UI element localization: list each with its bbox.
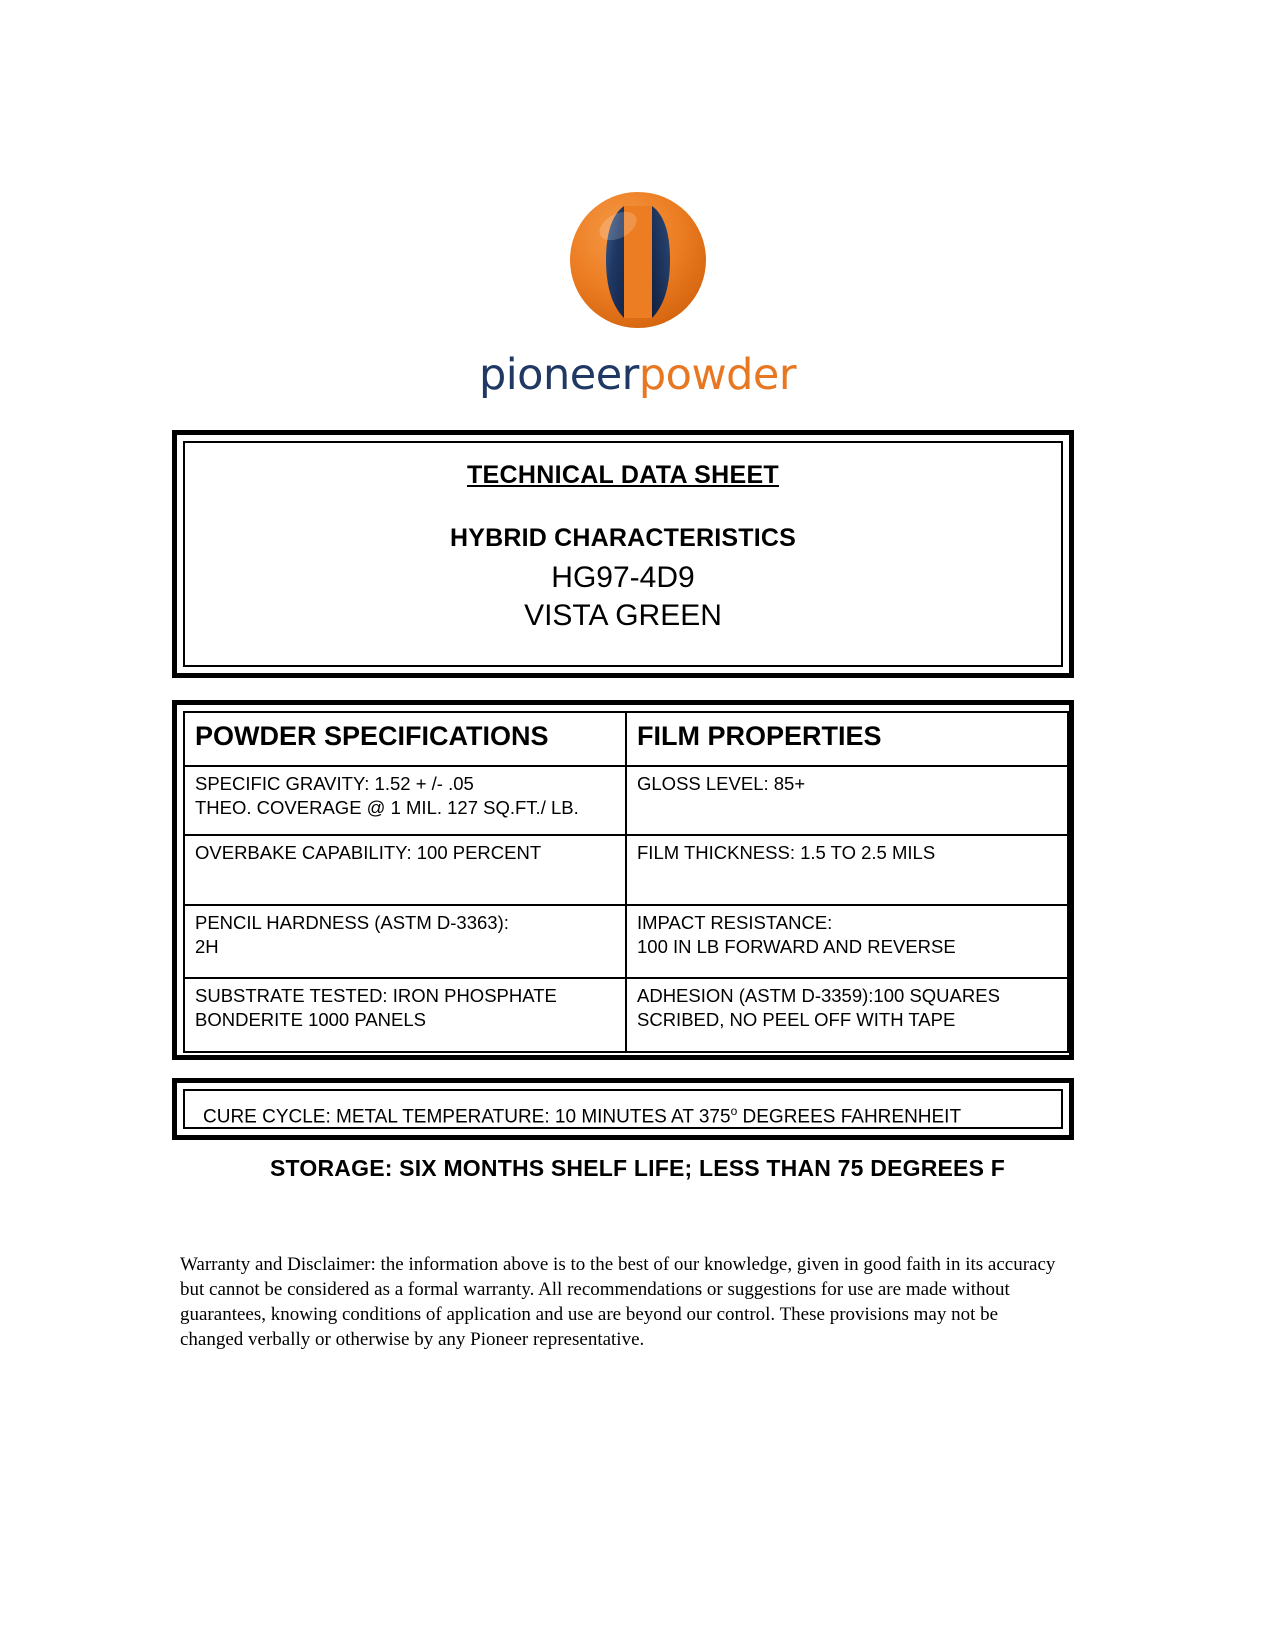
logo-word-primary: pioneer <box>478 350 639 400</box>
cure-cycle-text <box>203 1104 961 1128</box>
degree-symbol: o <box>730 1104 738 1118</box>
pioneer-logo-icon <box>562 190 714 342</box>
column-header-powder-specifications: POWDER SPECIFICATIONS <box>184 712 626 766</box>
logo-word-secondary: powder <box>638 350 797 400</box>
product-code: HG97-4D9 <box>551 561 695 594</box>
column-header-film-properties: FILM PROPERTIES <box>626 712 1068 766</box>
cell-impact-resistance: IMPACT RESISTANCE: 100 IN LB FORWARD AND REVERSE <box>626 905 1068 979</box>
cell-specific-gravity: SPECIFIC GRAVITY: 1.52 + /- .05 THEO. COVERAGE @ 1 MIL. 127 SQ.FT./ LB. <box>184 766 626 835</box>
cure-cycle-suffix: DEGREES FAHRENHEIT <box>737 1106 962 1128</box>
table-row <box>184 905 1068 979</box>
table-row <box>184 766 1068 835</box>
title-box <box>172 430 1074 678</box>
storage-statement: STORAGE: SIX MONTHS SHELF LIFE; LESS THAN 75 DEGREES F <box>270 1155 1005 1181</box>
cell-substrate-tested: SUBSTRATE TESTED: IRON PHOSPHATE BONDERITE 1000 PANELS <box>184 978 626 1052</box>
cell-film-thickness: FILM THICKNESS: 1.5 TO 2.5 MILS <box>626 835 1068 904</box>
specifications-box <box>172 700 1074 1060</box>
specifications-table <box>183 711 1069 1053</box>
cell-adhesion: ADHESION (ASTM D-3359):100 SQUARES SCRIBED, NO PEEL OFF WITH TAPE <box>626 978 1068 1052</box>
table-row <box>184 978 1068 1052</box>
warranty-disclaimer: Warranty and Disclaimer: the information above is to the best of our knowledge, given in good faith in its accuracy but cannot be considered as a formal warranty. All recommendations or suggestions for use are made without guarantees, knowing conditions of application and use are beyond our control. These provisions may not be changed verbally or otherwise by any Pioneer representative. <box>180 1254 1056 1351</box>
company-logo <box>0 190 1275 400</box>
title-box-inner <box>183 441 1063 667</box>
cure-cycle-box <box>172 1078 1074 1140</box>
table-header-row <box>184 712 1068 766</box>
product-name: VISTA GREEN <box>524 599 722 632</box>
cell-overbake-capability: OVERBAKE CAPABILITY: 100 PERCENT <box>184 835 626 904</box>
cure-cycle-box-inner <box>183 1089 1063 1129</box>
logo-wordmark <box>0 350 1275 400</box>
cure-cycle-prefix: CURE CYCLE: METAL TEMPERATURE: 10 MINUTES AT 375 <box>203 1106 731 1128</box>
page-title: TECHNICAL DATA SHEET <box>466 461 780 489</box>
cell-gloss-level: GLOSS LEVEL: 85+ <box>626 766 1068 835</box>
cell-pencil-hardness: PENCIL HARDNESS (ASTM D-3363): 2H <box>184 905 626 979</box>
title-subheading: HYBRID CHARACTERISTICS <box>449 524 797 552</box>
table-row <box>184 835 1068 904</box>
